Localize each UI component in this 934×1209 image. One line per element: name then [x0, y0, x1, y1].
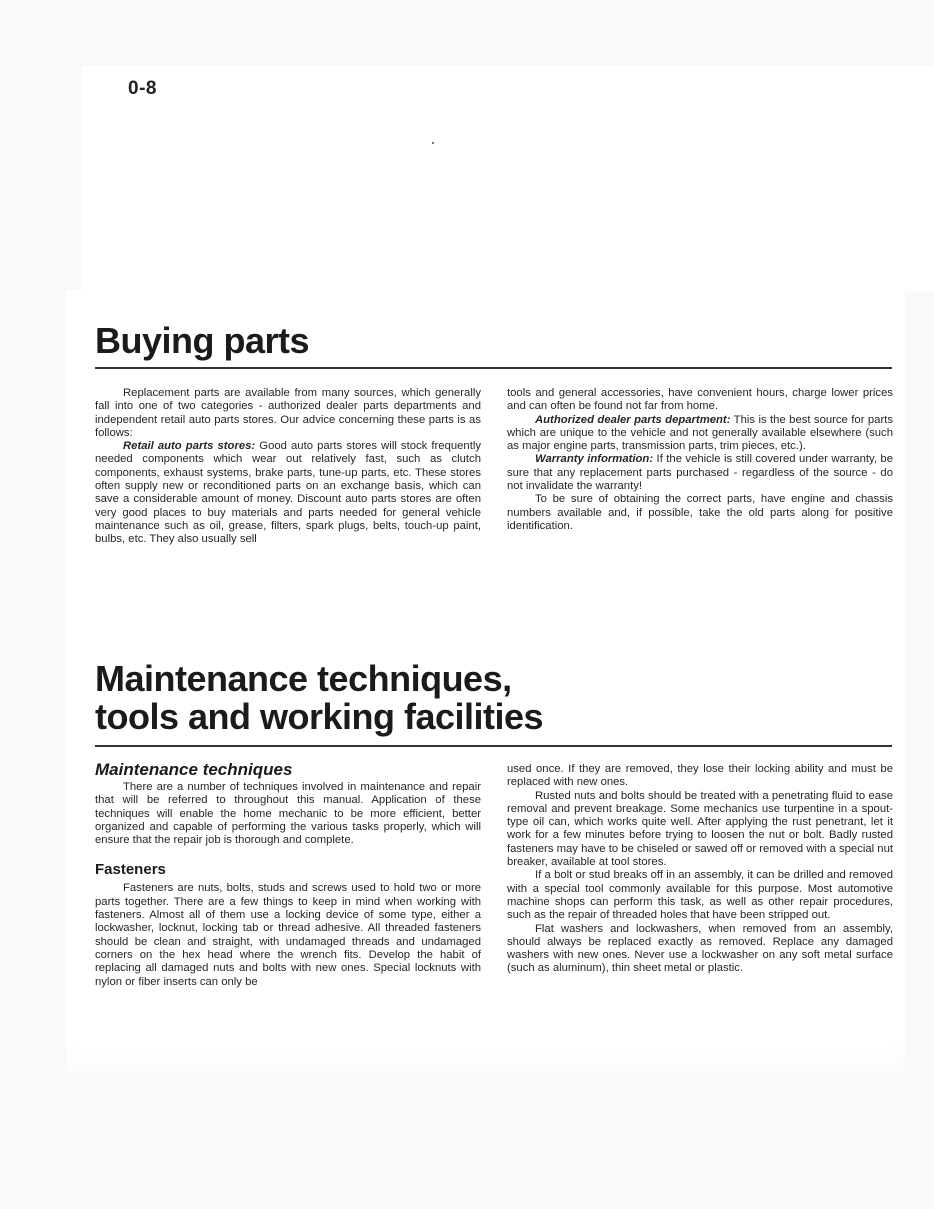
paragraph: If a bolt or stud breaks off in an assembly, it can be drilled and removed with a special tool commonly available for this purpose. Most automotive machine shops can perform this task, as well as other repair procedures, such as the repair of threaded holes that have been stripped out. — [507, 869, 893, 922]
maintenance-right-column — [507, 763, 893, 976]
paragraph-text: If the vehicle is still covered under warranty, be sure that any replacement parts purchased - regardless of the source - do not invalidate the warranty! — [507, 453, 894, 493]
paragraph: tools and general accessories, have convenient hours, charge lower prices and can often be found not far from home. — [507, 387, 893, 413]
paragraph — [507, 453, 893, 493]
section-rule — [95, 745, 892, 747]
section-rule — [95, 367, 892, 369]
paragraph: Fasteners are nuts, bolts, studs and screws used to hold two or more parts together. There are a few things to keep in mind when working with fasteners. Almost all of them use a locking device of some type, either a lockwasher, locknut, locking tab or thread adhesive. All threaded fasteners should be clean and straight, with undamaged threads and undamaged corners on the hex head where the wrench fits. Develop the habit of replacing all damaged nuts and bolts with new ones. Special locknuts with nylon or fiber inserts can only be — [95, 882, 481, 988]
term-label: Retail auto parts stores: — [123, 440, 256, 453]
title-line: Maintenance techniques, — [95, 658, 512, 699]
page-number: 0-8 — [128, 78, 157, 99]
maintenance-left-column — [95, 760, 481, 989]
paragraph — [507, 414, 893, 454]
section-title-buying-parts: Buying parts — [95, 320, 310, 361]
scan-speck — [432, 142, 434, 144]
title-line: tools and working facilities — [95, 696, 544, 737]
page-sheet-top — [82, 66, 934, 292]
buying-parts-left-column — [95, 387, 481, 547]
paragraph: Rusted nuts and bolts should be treated with a penetrating fluid to ease removal and prevent breakage. Some mechanics use turpentine in a spout-type oil can, which works quite well. After applying the rust penetrant, let it work for a few minutes before trying to loosen the nut or bolt. Badly rusted fasteners may have to be chiseled or sawed off or removed with a special nut breaker, available at tool stores. — [507, 789, 893, 869]
subheading-fasteners: Fasteners — [95, 861, 166, 879]
subheading-maintenance-techniques: Maintenance techniques — [95, 760, 293, 779]
term-label: Authorized dealer parts department: — [535, 413, 731, 426]
section-title-maintenance — [95, 660, 543, 736]
paragraph-text: This is the best source for parts which are unique to the vehicle and not generally available elsewhere (such as major engine parts, transmission parts, trim pieces, etc.). — [507, 413, 893, 453]
paragraph: Flat washers and lockwashers, when removed from an assembly, should always be replaced exactly as removed. Replace any damaged washers with new ones. Never use a lockwasher on any soft metal surface (such as aluminum), thin sheet metal or plastic. — [507, 922, 893, 975]
paragraph — [95, 440, 481, 546]
paragraph: used once. If they are removed, they lose their locking ability and must be replaced with new ones. — [507, 763, 893, 789]
paragraph: Replacement parts are available from many sources, which generally fall into one of two categories - authorized dealer parts departments and independent retail auto parts stores. Our advice concerning these parts is as follows: — [95, 387, 481, 439]
paragraph: To be sure of obtaining the correct parts, have engine and chassis numbers available and, if possible, take the old parts along for positive identification. — [507, 493, 893, 532]
paragraph: There are a number of techniques involved in maintenance and repair that will be referred to throughout this manual. Application of these techniques will enable the home mechanic to be more efficient, better organized and capable of performing the various tasks properly, which will ensure that the repair job is thorough and complete. — [95, 781, 481, 847]
term-label: Warranty information: — [535, 453, 654, 466]
buying-parts-right-column — [507, 387, 893, 533]
paragraph-text: Good auto parts stores will stock frequently needed components which wear out relatively fast, such as clutch components, exhaust systems, brake parts, tune-up parts, etc. These stores often supply new or reconditioned parts on an exchange basis, which can save a considerable amount of money. Discount auto parts stores are often very good places to buy materials and parts needed for general vehicle maintenance such as oil, grease, filters, spark plugs, belts, touch-up paint, bulbs, etc. They also usually sell — [95, 440, 481, 546]
